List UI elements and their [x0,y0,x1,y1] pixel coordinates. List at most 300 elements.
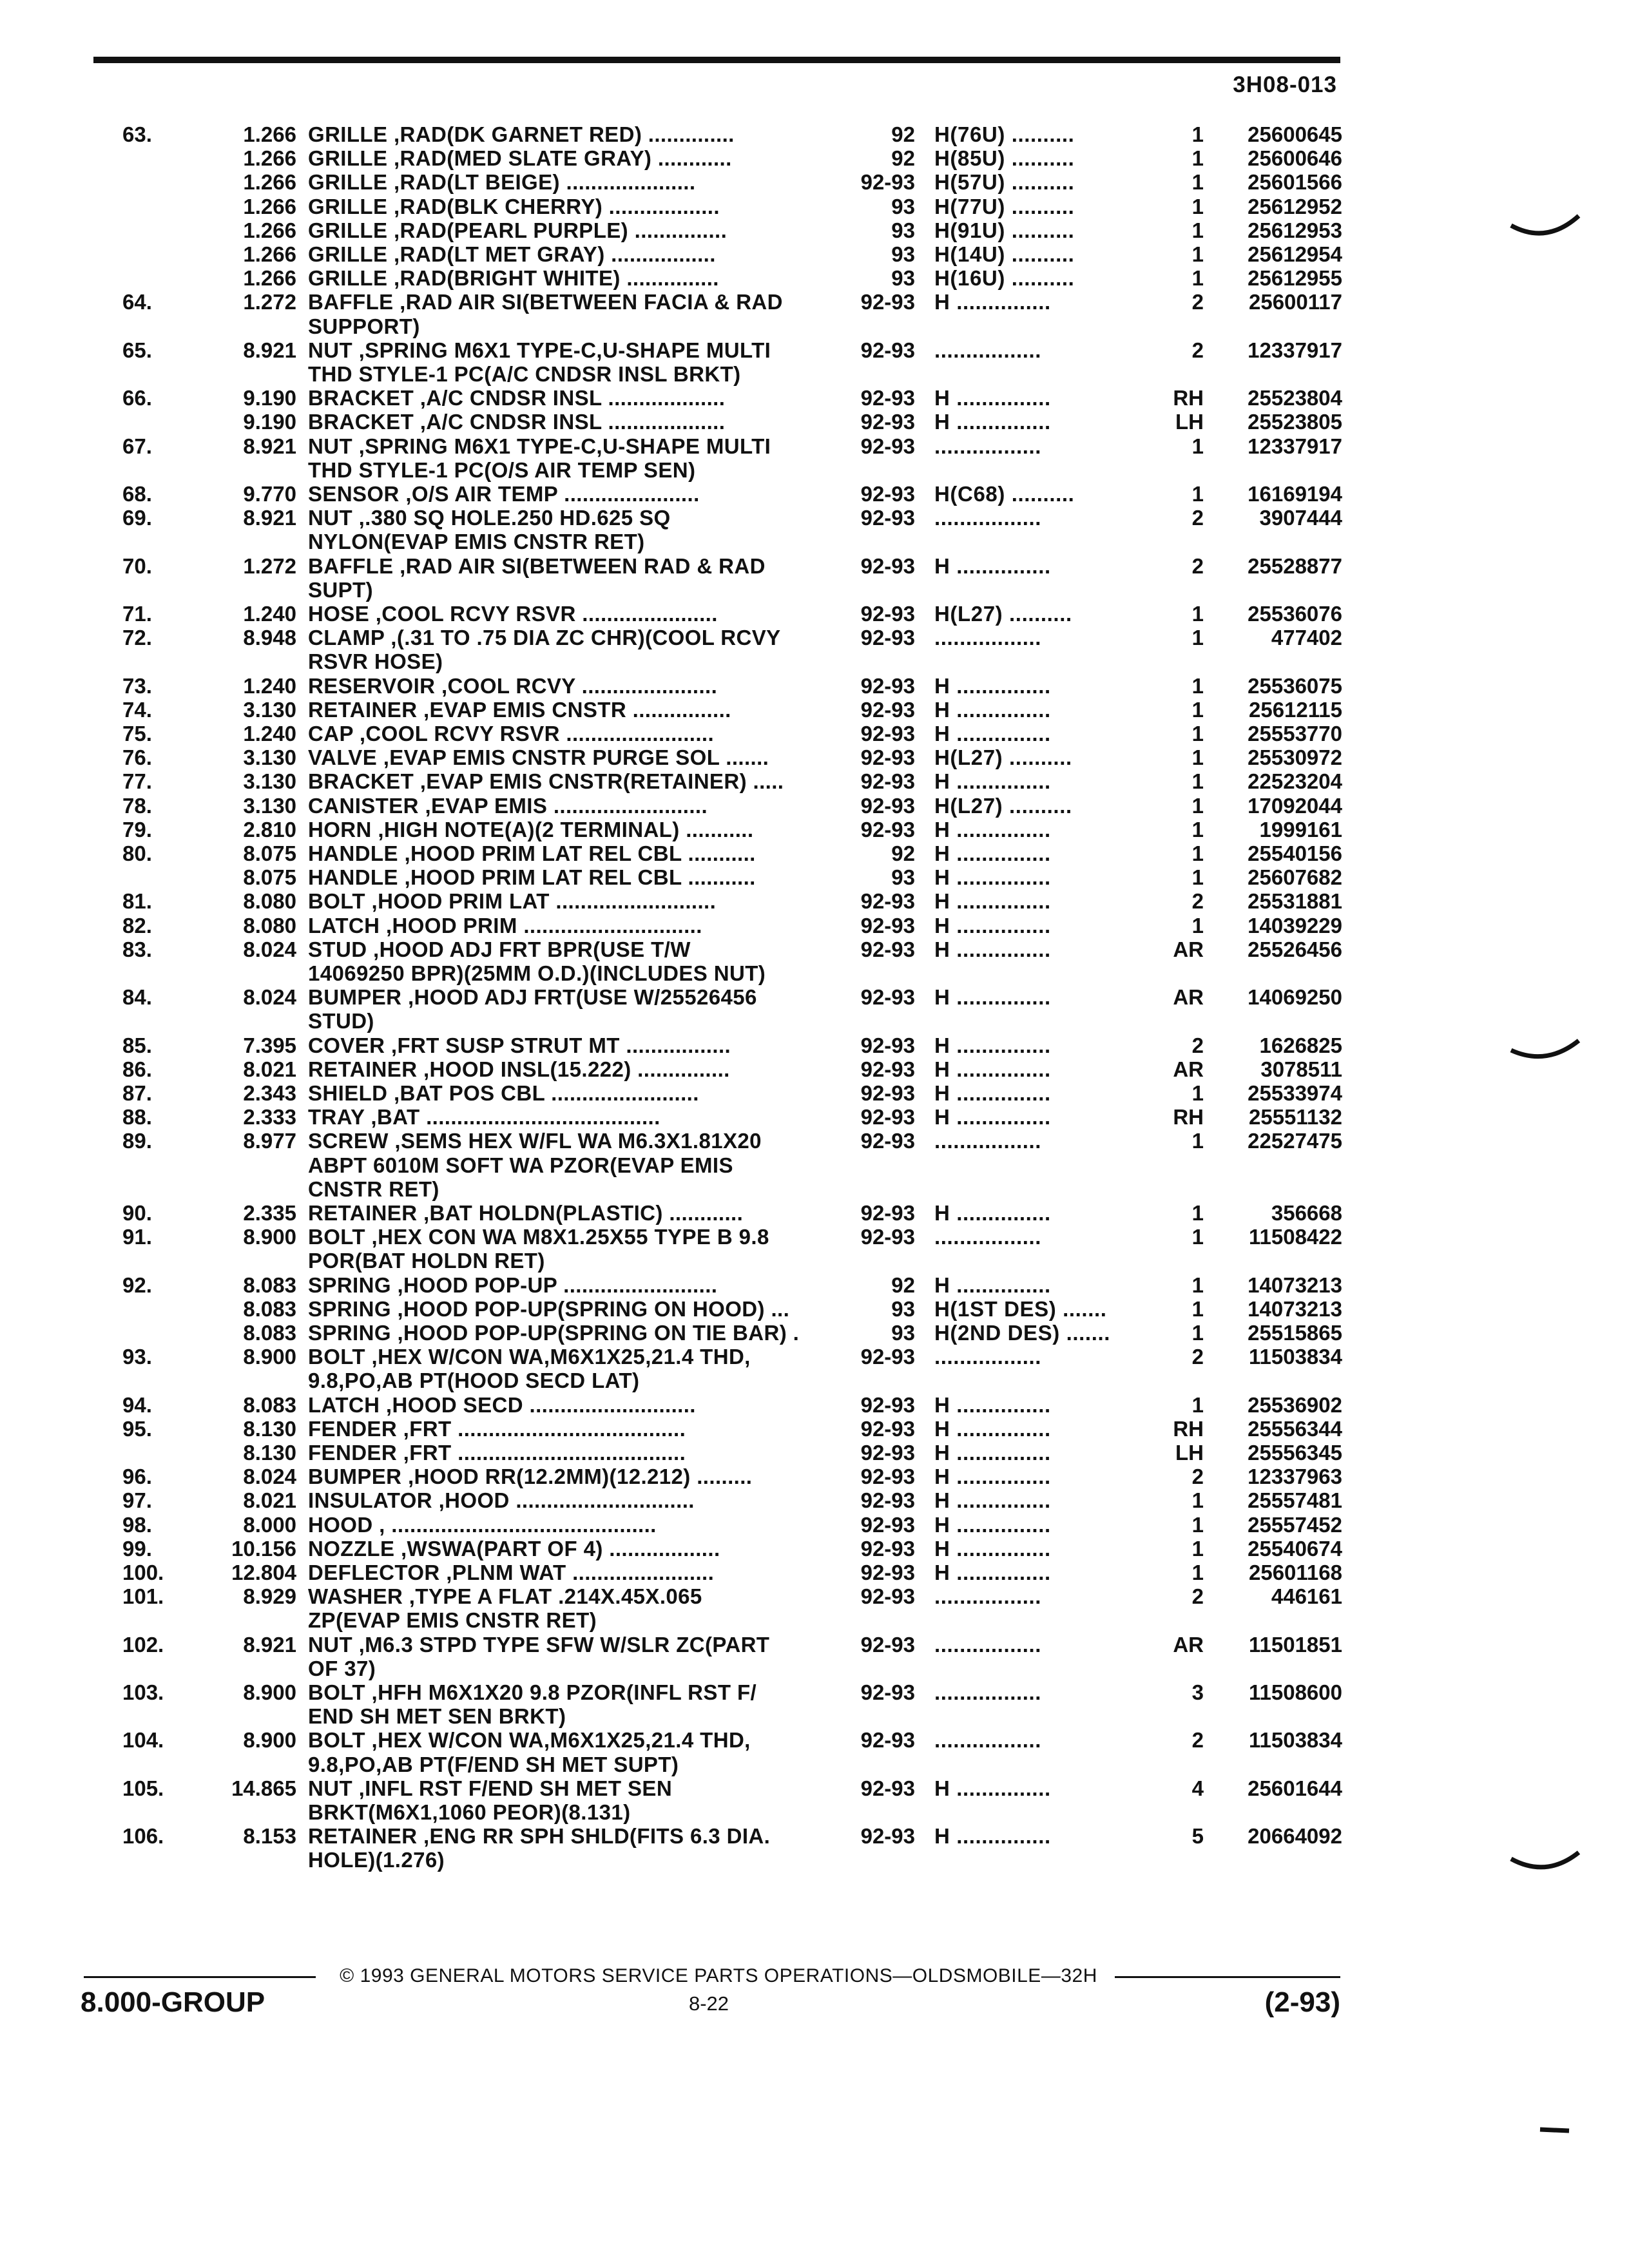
quantity: 1 [1191,913,1204,937]
part-description-continuation: END SH MET SEN BRKT) [308,1704,566,1729]
model-code: H(91U) .......... [934,218,1075,242]
part-description: LATCH ,HOOD SECD ........................... [308,1392,696,1417]
model-year: 92-93 [860,386,915,410]
quantity: RH [1173,1105,1204,1129]
part-description: CANISTER ,EVAP EMIS ......................... [308,793,708,818]
model-code: H ............... [934,1441,1051,1465]
part-number: 25600117 [1248,290,1342,314]
part-description: RETAINER ,BAT HOLDN(PLASTIC) ............ [308,1201,744,1225]
model-code: H ............... [934,1824,1051,1849]
part-description: LATCH ,HOOD PRIM ............................. [308,913,702,937]
part-description: GRILLE ,RAD(LT MET GRAY) ................. [308,242,716,266]
quantity: 1 [1191,242,1204,266]
model-code: ................. [934,1728,1042,1753]
quantity: 1 [1191,1488,1204,1513]
model-year: 92-93 [860,1081,915,1105]
model-year: 92-93 [860,1488,915,1513]
model-year: 92-93 [860,817,915,841]
part-description: COVER ,FRT SUSP STRUT MT ................. [308,1033,731,1057]
part-number: 1999161 [1259,817,1342,841]
model-year: 92-93 [860,1680,915,1704]
group-number: 8.948 [243,626,296,650]
scan-mark-3 [1508,1849,1585,1888]
group-number: 8.021 [243,1057,296,1081]
part-description: HORN ,HIGH NOTE(A)(2 TERMINAL) ........... [308,817,754,841]
group-number: 8.021 [243,1488,296,1513]
model-year: 92-93 [860,434,915,458]
group-number: 1.240 [243,673,296,698]
part-description: CLAMP ,(.31 TO .75 DIA ZC CHR)(COOL RCVY [308,626,781,650]
model-year: 92-93 [860,722,915,745]
part-description: HANDLE ,HOOD PRIM LAT REL CBL ........... [308,865,756,890]
group-number: 8.130 [243,1441,296,1465]
model-year: 92-93 [860,1632,915,1657]
model-code: H ............... [934,1392,1051,1417]
part-description: BOLT ,HEX W/CON WA,M6X1X25,21.4 THD, [308,1728,751,1753]
part-description: GRILLE ,RAD(DK GARNET RED) .............. [308,122,735,146]
part-description: INSULATOR ,HOOD ............................. [308,1488,695,1513]
part-description: SHIELD ,BAT POS CBL ........................ [308,1081,699,1105]
model-code: H ............... [934,1105,1051,1129]
part-description-continuation: ZP(EVAP EMIS CNSTR RET) [308,1608,597,1633]
model-code: H(L27) .......... [934,745,1072,770]
item-number: 104. [122,1728,164,1753]
item-number: 68. [122,482,152,506]
quantity: LH [1175,410,1204,434]
model-year: 92-93 [860,1345,915,1369]
model-code: H ............... [934,290,1051,314]
model-year: 93 [891,242,915,266]
group-number: 8.900 [243,1345,296,1369]
scan-mark-2 [1508,1037,1585,1076]
model-code: H ............... [934,889,1051,914]
group-number: 8.921 [243,434,296,458]
quantity: 1 [1191,865,1204,890]
model-code: ................. [934,1129,1042,1153]
part-description: TRAY ,BAT ...................................... [308,1105,660,1129]
quantity: AR [1173,1057,1204,1081]
part-number: 25557452 [1248,1512,1342,1537]
model-year: 92-93 [860,170,915,195]
scan-mark-4 [1537,2123,1576,2136]
quantity: 1 [1191,1536,1204,1561]
group-number: 1.266 [243,218,296,242]
part-description: BOLT ,HFH M6X1X20 9.8 PZOR(INFL RST F/ [308,1680,757,1704]
footer-rule-left [84,1976,316,1978]
scan-mark-1 [1508,213,1585,251]
model-year: 92-93 [860,769,915,794]
part-number: 12337917 [1248,338,1342,362]
model-year: 92-93 [860,1728,915,1753]
quantity: 2 [1191,889,1204,914]
group-number: 1.266 [243,122,296,146]
part-description-continuation: SUPT) [308,577,373,602]
part-number: 11508422 [1248,1225,1342,1249]
model-code: H ............... [934,841,1051,865]
model-year: 92-93 [860,1392,915,1417]
model-year: 92-93 [860,889,915,914]
part-number: 25515865 [1248,1321,1342,1345]
part-number: 25536076 [1248,602,1342,626]
model-year: 92-93 [860,1225,915,1249]
model-code: H ............... [934,913,1051,937]
quantity: 1 [1191,841,1204,865]
model-year: 92-93 [860,290,915,314]
model-code: H ............... [934,1536,1051,1561]
part-number: 477402 [1271,626,1342,650]
model-year: 92 [891,841,915,865]
part-description: GRILLE ,RAD(BRIGHT WHITE) ............... [308,266,719,291]
quantity: 1 [1191,194,1204,218]
quantity: 1 [1191,218,1204,242]
part-number: 16169194 [1248,482,1342,506]
quantity: 2 [1191,338,1204,362]
quantity: 1 [1191,1392,1204,1417]
part-number: 14069250 [1248,985,1342,1010]
quantity: 1 [1191,697,1204,722]
group-number: 8.075 [243,841,296,865]
part-number: 25551132 [1248,1105,1342,1129]
item-number: 65. [122,338,152,362]
part-description-continuation: HOLE)(1.276) [308,1848,445,1872]
part-number: 25612954 [1248,242,1342,266]
model-year: 92-93 [860,1033,915,1057]
part-description-continuation: ABPT 6010M SOFT WA PZOR(EVAP EMIS [308,1153,733,1177]
part-number: 25553770 [1248,722,1342,745]
quantity: 1 [1191,1561,1204,1584]
quantity: 2 [1191,1345,1204,1369]
model-year: 93 [891,1296,915,1321]
item-number: 78. [122,793,152,818]
item-number: 86. [122,1057,152,1081]
part-description: BRACKET ,A/C CNDSR INSL ................... [308,386,726,410]
part-number: 11503834 [1248,1728,1342,1753]
model-year: 92-93 [860,1776,915,1800]
quantity: RH [1173,386,1204,410]
item-number: 80. [122,841,152,865]
group-number: 12.804 [231,1561,296,1584]
model-code: H(16U) .......... [934,266,1075,291]
part-number: 25523805 [1248,410,1342,434]
item-number: 63. [122,122,152,146]
model-year: 92-93 [860,1057,915,1081]
part-description: NUT ,M6.3 STPD TYPE SFW W/SLR ZC(PART [308,1632,770,1657]
group-number: 1.266 [243,266,296,291]
quantity: 1 [1191,817,1204,841]
group-number: 2.810 [243,817,296,841]
item-number: 88. [122,1105,152,1129]
part-description-continuation: NYLON(EVAP EMIS CNSTR RET) [308,530,645,554]
group-number: 8.921 [243,506,296,530]
model-year: 92-93 [860,1105,915,1129]
part-description: BOLT ,HOOD PRIM LAT .......................... [308,889,717,914]
item-number: 95. [122,1416,152,1441]
part-description: FENDER ,FRT ..................................... [308,1416,686,1441]
part-number: 25533974 [1248,1081,1342,1105]
part-description: RETAINER ,ENG RR SPH SHLD(FITS 6.3 DIA. [308,1824,771,1849]
part-description: BUMPER ,HOOD RR(12.2MM)(12.212) ......... [308,1465,753,1489]
part-description: SPRING ,HOOD POP-UP(SPRING ON HOOD) ... [308,1296,790,1321]
quantity: 1 [1191,482,1204,506]
model-year: 92-93 [860,1201,915,1225]
part-description-continuation: 9.8,PO,AB PT(HOOD SECD LAT) [308,1369,640,1393]
part-number: 14073213 [1248,1296,1342,1321]
group-number: 1.266 [243,146,296,171]
group-number: 9.190 [243,410,296,434]
model-year: 92-93 [860,338,915,362]
model-code: ................. [934,338,1042,362]
group-number: 8.024 [243,937,296,961]
quantity: RH [1173,1416,1204,1441]
group-number: 3.130 [243,769,296,794]
item-number: 97. [122,1488,152,1513]
item-number: 67. [122,434,152,458]
part-number: 11503834 [1248,1345,1342,1369]
quantity: 2 [1191,1465,1204,1489]
model-year: 92-93 [860,745,915,770]
model-code: ................. [934,434,1042,458]
part-description-continuation: THD STYLE-1 PC(O/S AIR TEMP SEN) [308,457,696,482]
quantity: 1 [1191,1201,1204,1225]
part-number: 1626825 [1259,1033,1342,1057]
model-code: H(2ND DES) ....... [934,1321,1110,1345]
item-number: 93. [122,1345,152,1369]
group-number: 8.153 [243,1824,296,1849]
model-year: 93 [891,194,915,218]
item-number: 69. [122,506,152,530]
group-number: 1.266 [243,170,296,195]
quantity: 1 [1191,1129,1204,1153]
quantity: 1 [1191,626,1204,650]
part-description: VALVE ,EVAP EMIS CNSTR PURGE SOL ....... [308,745,769,770]
part-number: 356668 [1271,1201,1342,1225]
item-number: 96. [122,1465,152,1489]
quantity: AR [1173,985,1204,1010]
part-number: 25612115 [1248,697,1342,722]
part-number: 12337963 [1248,1465,1342,1489]
group-number: 8.929 [243,1584,296,1609]
quantity: 1 [1191,1081,1204,1105]
part-number: 25600646 [1248,146,1342,171]
part-number: 11501851 [1248,1632,1342,1657]
item-number: 87. [122,1081,152,1105]
part-number: 25612952 [1248,194,1342,218]
part-description: SPRING ,HOOD POP-UP(SPRING ON TIE BAR) . [308,1321,800,1345]
part-number: 25612955 [1248,266,1342,291]
part-description: GRILLE ,RAD(MED SLATE GRAY) ............ [308,146,732,171]
model-code: H ............... [934,722,1051,745]
item-number: 89. [122,1129,152,1153]
quantity: 1 [1191,1321,1204,1345]
quantity: 1 [1191,122,1204,146]
model-year: 92-93 [860,1416,915,1441]
model-code: H ............... [934,553,1051,578]
model-year: 92-93 [860,913,915,937]
group-number: 8.075 [243,865,296,890]
model-code: H(14U) .......... [934,242,1075,266]
quantity: 2 [1191,553,1204,578]
part-description-continuation: POR(BAT HOLDN RET) [308,1249,545,1273]
part-number: 25601168 [1248,1561,1342,1584]
model-code: H ............... [934,1561,1051,1584]
model-year: 92-93 [860,1536,915,1561]
group-number: 7.395 [243,1033,296,1057]
model-year: 92-93 [860,482,915,506]
footer-copyright: © 1993 GENERAL MOTORS SERVICE PARTS OPERATIONS—OLDSMOBILE—32H [340,1965,1097,1986]
group-number: 8.080 [243,889,296,914]
item-number: 75. [122,722,152,745]
group-number: 8.130 [243,1416,296,1441]
part-description-continuation: 9.8,PO,AB PT(F/END SH MET SUPT) [308,1752,679,1776]
model-year: 93 [891,218,915,242]
part-description: GRILLE ,RAD(BLK CHERRY) .................. [308,194,720,218]
model-code: H ............... [934,769,1051,794]
model-code: H ............... [934,1465,1051,1489]
part-number: 25600645 [1248,122,1342,146]
part-number: 25536075 [1248,673,1342,698]
part-number: 17092044 [1248,793,1342,818]
model-code: ................. [934,1584,1042,1609]
quantity: 1 [1191,722,1204,745]
item-number: 106. [122,1824,164,1849]
quantity: 1 [1191,793,1204,818]
model-code: ................. [934,506,1042,530]
part-description: BRACKET ,EVAP EMIS CNSTR(RETAINER) ..... [308,769,784,794]
item-number: 77. [122,769,152,794]
model-code: H(L27) .......... [934,602,1072,626]
group-number: 1.266 [243,242,296,266]
model-year: 93 [891,865,915,890]
part-description: HOSE ,COOL RCVY RSVR ...................... [308,602,718,626]
quantity: LH [1175,1441,1204,1465]
part-description: BOLT ,HEX CON WA M8X1.25X55 TYPE B 9.8 [308,1225,769,1249]
model-code: H ............... [934,673,1051,698]
part-description: HOOD , ........................................... [308,1512,657,1537]
part-description: HANDLE ,HOOD PRIM LAT REL CBL ........... [308,841,756,865]
model-code: H ............... [934,1033,1051,1057]
model-code: H ............... [934,865,1051,890]
part-description: WASHER ,TYPE A FLAT .214X.45X.065 [308,1584,702,1609]
part-description: FENDER ,FRT ..................................... [308,1441,686,1465]
part-description: NUT ,SPRING M6X1 TYPE-C,U-SHAPE MULTI [308,434,771,458]
part-description: GRILLE ,RAD(PEARL PURPLE) ............... [308,218,728,242]
part-description: SENSOR ,O/S AIR TEMP ...................... [308,482,700,506]
part-description: NUT ,INFL RST F/END SH MET SEN [308,1776,673,1800]
item-number: 81. [122,889,152,914]
model-year: 92-93 [860,1824,915,1849]
model-year: 93 [891,1321,915,1345]
model-year: 92-93 [860,985,915,1010]
group-number: 2.335 [243,1201,296,1225]
part-number: 25607682 [1248,865,1342,890]
part-number: 22523204 [1248,769,1342,794]
quantity: 4 [1191,1776,1204,1800]
model-code: H ............... [934,1488,1051,1513]
model-year: 92-93 [860,626,915,650]
part-number: 25540674 [1248,1536,1342,1561]
model-code: H ............... [934,1273,1051,1297]
group-number: 8.921 [243,1632,296,1657]
item-number: 72. [122,626,152,650]
model-code: H(57U) .......... [934,170,1075,195]
part-number: 25523804 [1248,386,1342,410]
part-number: 22527475 [1248,1129,1342,1153]
model-year: 92-93 [860,937,915,961]
model-code: H ............... [934,1201,1051,1225]
footer-group: 8.000-GROUP [81,1986,265,2018]
part-number: 25601644 [1248,1776,1342,1800]
quantity: 1 [1191,434,1204,458]
model-year: 92-93 [860,1465,915,1489]
item-number: 99. [122,1536,152,1561]
quantity: 1 [1191,146,1204,171]
model-code: H ............... [934,1416,1051,1441]
model-code: H(77U) .......... [934,194,1075,218]
group-number: 8.900 [243,1225,296,1249]
model-code: H(L27) .......... [934,793,1072,818]
group-number: 8.977 [243,1129,296,1153]
part-description: SCREW ,SEMS HEX W/FL WA M6.3X1.81X20 [308,1129,762,1153]
group-number: 8.083 [243,1321,296,1345]
part-description: BAFFLE ,RAD AIR SI(BETWEEN RAD & RAD [308,553,766,578]
group-number: 1.272 [243,553,296,578]
model-code: ................. [934,1680,1042,1704]
group-number: 8.083 [243,1296,296,1321]
model-code: H ............... [934,817,1051,841]
quantity: 1 [1191,745,1204,770]
footer-date: (2-93) [1264,1986,1340,2018]
model-code: H ............... [934,1776,1051,1800]
model-year: 92-93 [860,673,915,698]
part-number: 25612953 [1248,218,1342,242]
quantity: AR [1173,1632,1204,1657]
quantity: 1 [1191,1296,1204,1321]
item-number: 73. [122,673,152,698]
part-number: 20664092 [1248,1824,1342,1849]
part-number: 25556345 [1248,1441,1342,1465]
part-number: 25540156 [1248,841,1342,865]
model-year: 92 [891,122,915,146]
item-number: 64. [122,290,152,314]
quantity: 2 [1191,1728,1204,1753]
part-description: RESERVOIR ,COOL RCVY ...................... [308,673,718,698]
quantity: 1 [1191,1273,1204,1297]
item-number: 98. [122,1512,152,1537]
model-year: 92-93 [860,793,915,818]
part-number: 446161 [1271,1584,1342,1609]
part-number: 25530972 [1248,745,1342,770]
part-number: 25536902 [1248,1392,1342,1417]
item-number: 101. [122,1584,164,1609]
part-description: RETAINER ,HOOD INSL(15.222) ............... [308,1057,730,1081]
item-number: 66. [122,386,152,410]
model-code: H(85U) .......... [934,146,1075,171]
item-number: 103. [122,1680,164,1704]
part-description: NUT ,SPRING M6X1 TYPE-C,U-SHAPE MULTI [308,338,771,362]
group-number: 8.080 [243,913,296,937]
quantity: 1 [1191,602,1204,626]
item-number: 83. [122,937,152,961]
quantity: 1 [1191,1225,1204,1249]
model-code: H ............... [934,937,1051,961]
model-code: H(76U) .......... [934,122,1075,146]
group-number: 3.130 [243,697,296,722]
part-number: 25528877 [1248,553,1342,578]
group-number: 8.900 [243,1680,296,1704]
model-year: 92 [891,146,915,171]
model-year: 92-93 [860,1129,915,1153]
part-description-continuation: CNSTR RET) [308,1177,439,1201]
